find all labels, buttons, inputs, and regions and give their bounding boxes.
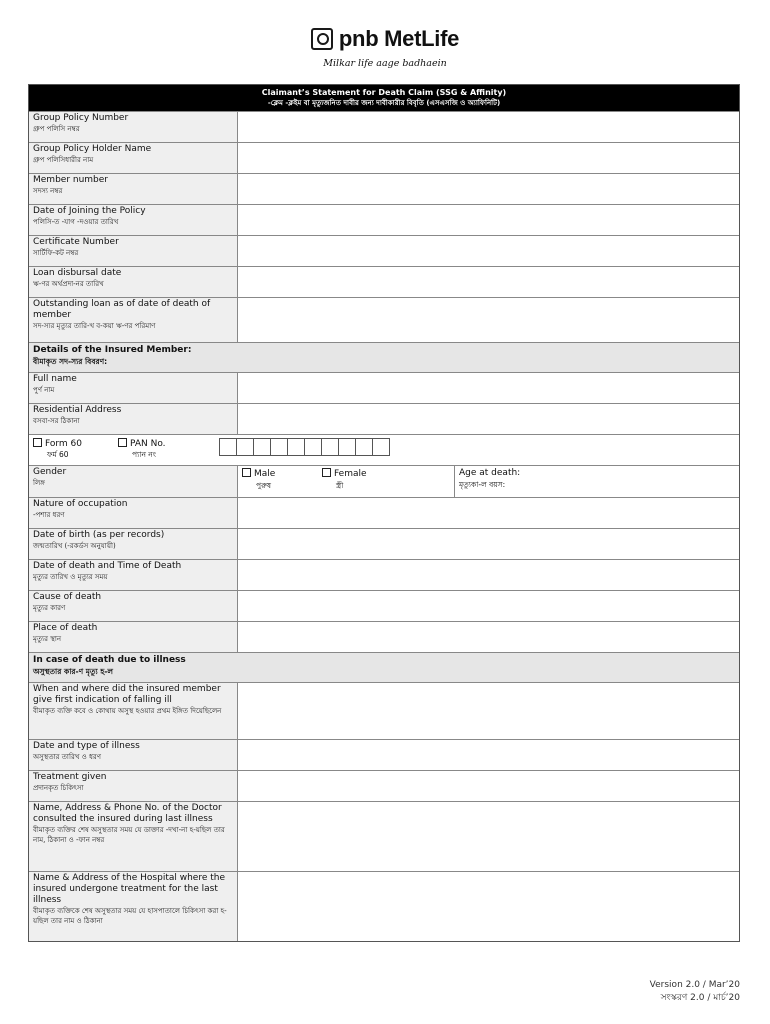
pnb-metlife-logo-icon: [311, 28, 333, 50]
section-heading: Details of the Insured Member:: [33, 345, 192, 355]
field-label-bn: বসবা-সর ঠিকানা: [33, 417, 80, 425]
field-row: [29, 142, 739, 173]
age-at-death-label-bn: মৃত্যুকা-ল বয়স:: [459, 480, 506, 489]
field-row: [29, 528, 739, 559]
field-label: Cause of death: [33, 592, 102, 602]
field-label: Residential Address: [33, 405, 122, 415]
field-row: [29, 297, 739, 342]
full-name-field[interactable]: [238, 373, 739, 403]
section-heading-bn: অসুস্থতার কার-ণ মৃত্যু হ-ল: [33, 667, 113, 676]
field-label-bn: গ্রুপ পলিসিধারীর নাম: [33, 156, 94, 164]
field-row: [29, 590, 739, 621]
pan-label-bn: প্যান নং: [132, 450, 157, 459]
field-label: Date of death and Time of Death: [33, 561, 182, 571]
field-label-bn: মৃত্যুর স্থান: [33, 635, 62, 643]
pan-number-boxes[interactable]: [220, 438, 390, 456]
field-label-bn: প্রদানকৃত চিকিৎসা: [33, 784, 84, 792]
field-label-bn: সার্টিফি-কট নম্বর: [33, 249, 79, 257]
date-time-of-death-field[interactable]: [238, 560, 739, 590]
field-label-bn: বীমাকৃত ব্যক্তিকে শেষ অসুস্থতার সময় যে হাসপাতালে চিকিৎসা করা হ-য়ছিল তার নাম ও ঠিকানা: [33, 907, 227, 925]
gender-label: Gender: [33, 467, 67, 477]
field-label-bn: -পশার ধরণ: [33, 511, 65, 519]
age-at-death-field[interactable]: [454, 466, 739, 497]
version-label: Version 2.0 / Mar’20: [649, 980, 740, 990]
field-row: [29, 559, 739, 590]
field-label-bn: পুর্ণ নাম: [33, 386, 55, 394]
field-label-bn: পলিসি-ত -যাগ -দওয়ার তারিখ: [33, 218, 119, 226]
field-row: [29, 173, 739, 204]
field-label-bn: অসুস্থতার তারিখ ও ধরণ: [33, 753, 102, 761]
gender-row: [29, 465, 739, 497]
claim-form-table: [28, 84, 740, 942]
member-number-field[interactable]: [238, 174, 739, 204]
field-label: Loan disbursal date: [33, 268, 122, 278]
form60-label: Form 60: [45, 439, 82, 449]
field-row: [29, 204, 739, 235]
treatment-given-field[interactable]: [238, 771, 739, 801]
field-label-bn: ঋ-ণর অর্থপ্রদা-নর তারিখ: [33, 280, 104, 288]
field-row: [29, 372, 739, 403]
illness-date-type-field[interactable]: [238, 740, 739, 770]
loan-disbursal-date-field[interactable]: [238, 267, 739, 297]
field-label: Name & Address of the Hospital where the insured undergone treatment for the last illness: [33, 873, 226, 905]
group-policy-number-field[interactable]: [238, 112, 739, 142]
field-row: [29, 739, 739, 770]
form-title-en: Claimant’s Statement for Death Claim (SSG & Affinity): [261, 88, 507, 97]
gender-label-bn: লিঙ্গ: [33, 479, 45, 487]
form-title-bn: -ক্লেম -ক্লইম বা মৃত্যুজনিত দাবীর জন্য দাবীকারীর বিবৃতি (এসএসজি ও অ্যাফিনিটি): [267, 99, 501, 107]
male-label-bn: পুরুষ: [256, 481, 271, 490]
field-label: Member number: [33, 175, 109, 185]
version-label-bn: সংস্করণ 2.0 / মার্চ’20: [660, 993, 740, 1003]
form60-option[interactable]: [33, 438, 118, 462]
form60-label-bn: ফর্ম 60: [47, 450, 69, 459]
brand-tagline: Milkar life aage badhaein: [323, 58, 447, 69]
field-row: [29, 497, 739, 528]
female-label: Female: [334, 469, 367, 479]
field-row: [29, 801, 739, 871]
section-heading-bn: বীমাকৃত সদ-স্যর বিবরণ:: [33, 357, 108, 366]
brand-header: [0, 26, 770, 69]
field-label-bn: বীমাকৃত ব্যক্তির শেষ অসুস্থতার সময় যে ডাক্তার -দখা-না হ-য়ছিল তার নাম, ঠিকানা ও -ফান নম্বর: [33, 826, 225, 844]
outstanding-loan-field[interactable]: [238, 298, 739, 342]
field-row: [29, 621, 739, 652]
field-label: Group Policy Number: [33, 113, 129, 123]
field-label-bn: গ্রুপ পলিসি নম্বর: [33, 125, 80, 133]
hospital-details-field[interactable]: [238, 872, 739, 941]
occupation-field[interactable]: [238, 498, 739, 528]
field-label: Group Policy Holder Name: [33, 144, 152, 154]
field-label: Certificate Number: [33, 237, 119, 247]
section-row: [29, 652, 739, 682]
age-at-death-label: Age at death:: [459, 468, 521, 478]
field-label: Date of birth (as per records): [33, 530, 165, 540]
field-row: [29, 403, 739, 434]
certificate-number-field[interactable]: [238, 236, 739, 266]
field-label: Date of Joining the Policy: [33, 206, 146, 216]
field-row: [29, 871, 739, 941]
field-row: [29, 682, 739, 739]
group-policy-holder-name-field[interactable]: [238, 143, 739, 173]
field-row: [29, 111, 739, 142]
pan-checkbox[interactable]: [118, 438, 127, 447]
field-label-bn: সদস্য নম্বর: [33, 187, 63, 195]
field-label-bn: সদ-স্যর মৃত্যুর তারি-খ ব-কয়া ঋ-ণর পরিমাণ: [33, 322, 156, 330]
field-row: [29, 235, 739, 266]
field-label-bn: মৃত্যুর তারিখ ও মৃত্যুর সময়: [33, 573, 108, 581]
female-label-bn: স্ত্রী: [336, 481, 344, 490]
section-row: [29, 342, 739, 372]
cause-of-death-field[interactable]: [238, 591, 739, 621]
male-label: Male: [254, 469, 276, 479]
field-label: Date and type of illness: [33, 741, 140, 751]
pan-label: PAN No.: [130, 439, 166, 449]
residential-address-field[interactable]: [238, 404, 739, 434]
pan-option[interactable]: [118, 438, 176, 462]
field-row: [29, 266, 739, 297]
date-of-birth-field[interactable]: [238, 529, 739, 559]
date-of-joining-field[interactable]: [238, 205, 739, 235]
field-label: Full name: [33, 374, 77, 384]
form60-checkbox[interactable]: [33, 438, 42, 447]
field-label-bn: জন্মতারিখ (-রকর্ডস অনুযায়ী): [33, 542, 116, 550]
first-indication-field[interactable]: [238, 683, 739, 739]
version-footer: [650, 979, 740, 1005]
doctor-details-field[interactable]: [238, 802, 739, 871]
gender-female-option[interactable]: [322, 466, 452, 497]
field-label: When and where did the insured member give first indication of falling ill: [33, 684, 221, 705]
section-heading: In case of death due to illness: [33, 655, 186, 665]
form-title: [29, 85, 739, 111]
brand-name: pnb MetLife: [338, 26, 460, 51]
field-label: Outstanding loan as of date of death of member: [33, 299, 211, 320]
field-label-bn: মৃত্যুর কারণ: [33, 604, 66, 612]
form60-pan-row: [29, 434, 739, 465]
field-label: Place of death: [33, 623, 98, 633]
field-label-bn: বীমাকৃত ব্যক্তি কবে ও কোথায় অসুস্থ হওয়ার প্রথম ইঙ্গিত দিয়েছিলেন: [33, 707, 222, 715]
female-checkbox[interactable]: [322, 468, 331, 477]
gender-male-option[interactable]: [238, 466, 322, 497]
field-row: [29, 770, 739, 801]
field-label: Treatment given: [33, 772, 107, 782]
place-of-death-field[interactable]: [238, 622, 739, 652]
male-checkbox[interactable]: [242, 468, 251, 477]
field-label: Nature of occupation: [33, 499, 128, 509]
field-label: Name, Address & Phone No. of the Doctor consulted the insured during last illness: [33, 803, 222, 824]
